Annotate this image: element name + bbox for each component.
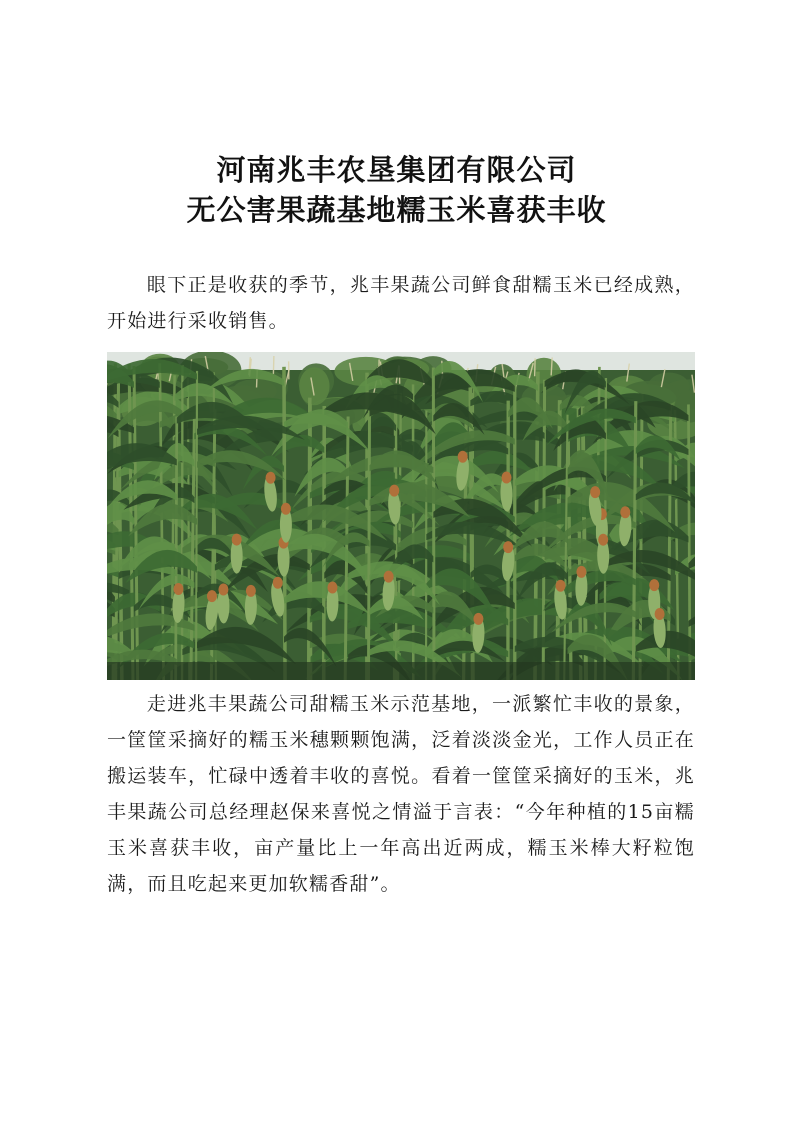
document-title (0, 150, 793, 230)
corn-field-illustration (107, 352, 695, 680)
title-line-2: 无公害果蔬基地糯玉米喜获丰收 (186, 193, 607, 227)
intro-paragraph: 眼下正是收获的季节，兆丰果蔬公司鲜食甜糯玉米已经成熟，开始进行采收销售。 (107, 274, 695, 332)
corn-field-photo (107, 352, 695, 680)
title-line-1: 河南兆丰农垦集团有限公司 (216, 153, 577, 187)
body-paragraph: 走进兆丰果蔬公司甜糯玉米示范基地，一派繁忙丰收的景象，一筐筐采摘好的糯玉米穗颗颗饱满，泛着淡淡金光，工作人员正在搬运装车，忙碌中透着丰收的喜悦。看着一筐筐采摘好的玉米，兆丰果蔬公司总经理赵保来喜悦之情溢于言表：“今年种植的15亩糯玉米喜获丰收，亩产量比上一年高出近两成，糯玉米棒大籽粒饱满，而且吃起来更加软糯香甜”。 (107, 693, 695, 895)
